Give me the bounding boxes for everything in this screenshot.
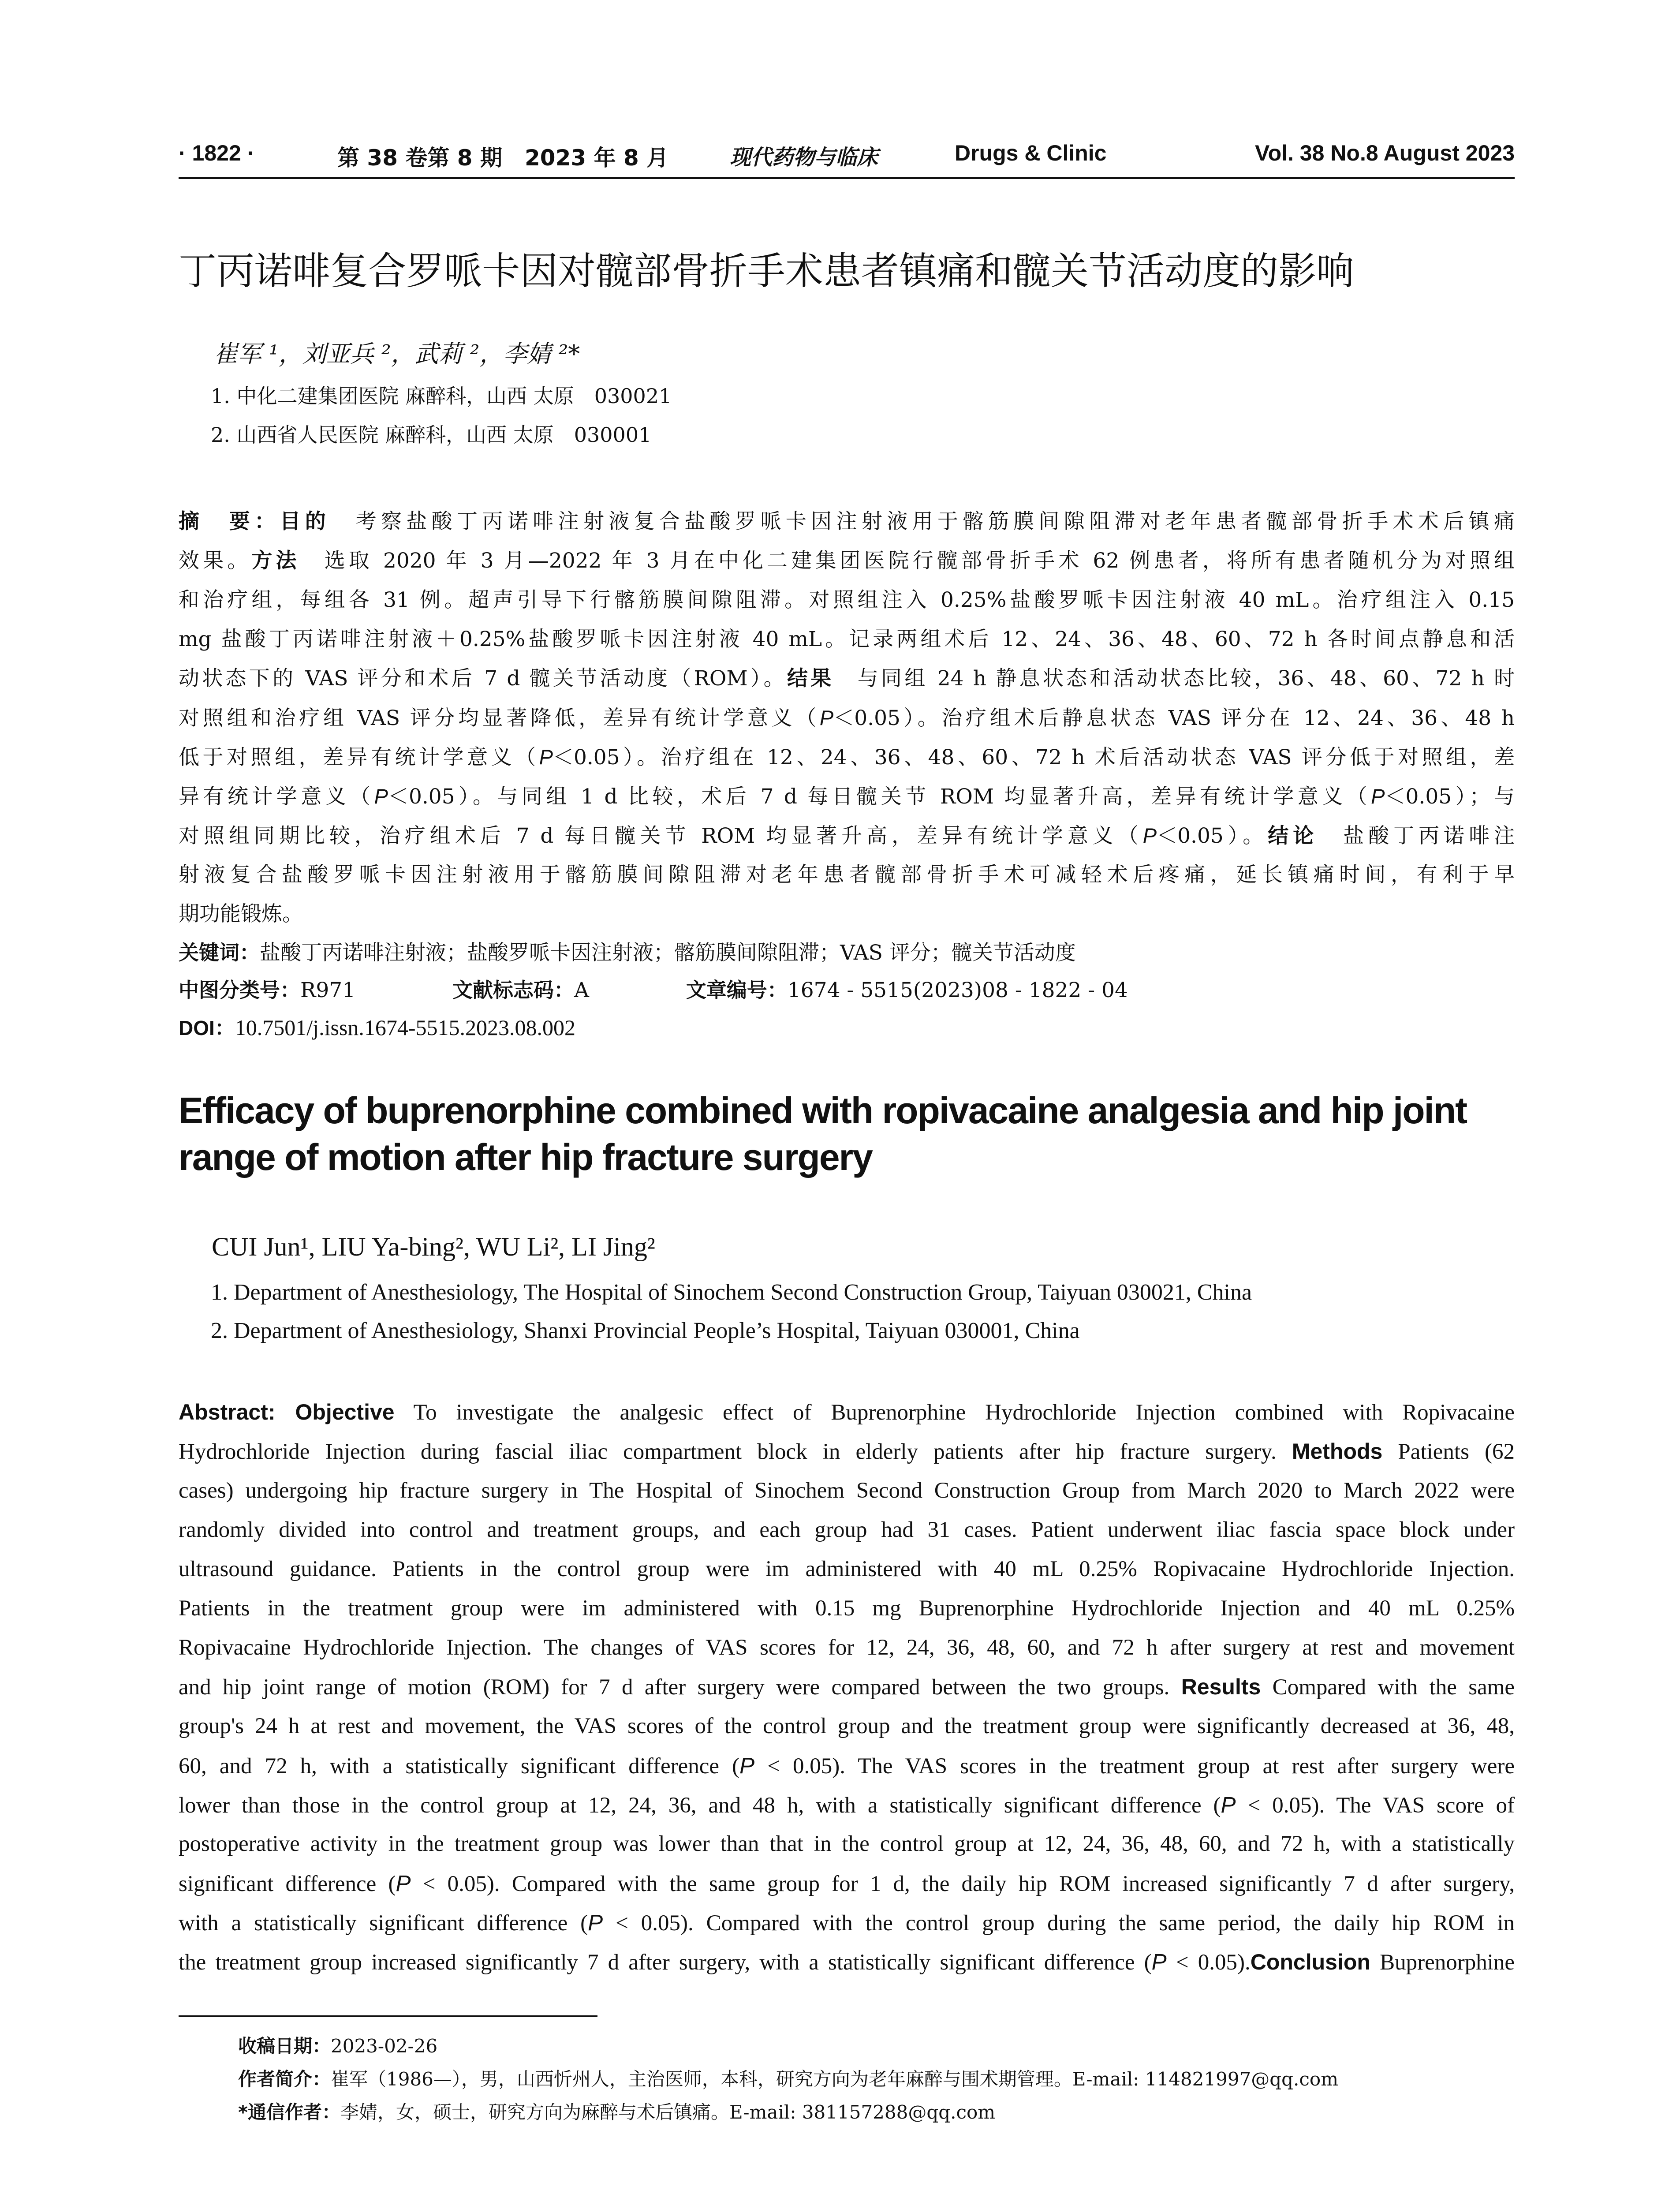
volume-cn: 第 38 卷第 8 期 (337, 145, 502, 171)
en-abstract-line (179, 1432, 1515, 1471)
en-abstract-line (179, 1785, 1515, 1824)
date-cn: 2023 年 8 月 (525, 145, 669, 171)
abstract-text: 考察盐酸丁丙诺啡注射液复合盐酸罗哌卡因注射液用于髂筋膜间隙阻滞对老年患者髋部骨折手术术后镇痛 (330, 509, 1515, 534)
section-label: Conclusion (1250, 1950, 1370, 1974)
footnote-author (238, 2066, 1338, 2093)
affiliation-cn-2: 2. 山西省人民医院 麻醉科，山西 太原 030001 (211, 423, 652, 447)
abstract-text: 动状态下的 VAS 评分和术后 7 d 髋关节活动度（ROM）。 (179, 666, 787, 691)
keywords-label: 关键词： (179, 941, 260, 964)
clc-label: 中图分类号： (179, 978, 300, 1002)
abstract-text: Buprenorphine (1370, 1950, 1515, 1975)
abstract-text: 盐酸丁丙诺啡注 (1318, 824, 1515, 848)
en-abstract-line (179, 1707, 1515, 1746)
received-label: 收稿日期： (238, 2035, 331, 2057)
abstract-text: Hydrochloride Injection during fascial iliac compartment block in elderly patients after hip fracture surgery. (179, 1439, 1292, 1464)
italic-symbol: P (1151, 1949, 1167, 1974)
abstract-text: Patients (62 (1382, 1439, 1515, 1464)
en-abstract-line (179, 1628, 1515, 1667)
italic-symbol: P (1142, 824, 1157, 847)
abstract-text: 和治疗组，每组各 31 例。超声引导下行髂筋膜间隙阻滞。对照组注入 0.25%盐酸罗哌卡因注射液 40 mL。治疗组注入 0.15 (179, 588, 1515, 612)
en-abstract-line (179, 1510, 1515, 1550)
footnote-corresponding (238, 2099, 995, 2126)
keywords-cn (179, 937, 1076, 968)
footnote-received (238, 2033, 437, 2059)
abstract-text: < 0.05). The VAS score of (1236, 1793, 1515, 1818)
abstract-text: 与同组 24 h 静息状态和活动状态比较，36、48、60、72 h 时 (834, 666, 1515, 691)
italic-symbol: P (396, 1871, 411, 1896)
abstract-text: < 0.05). Compared with the same group for 1 d, the daily hip ROM increased significantly 7 d after surgery, (411, 1872, 1515, 1896)
footnote-rule (179, 2015, 597, 2017)
italic-symbol: P (588, 1910, 603, 1935)
corresponding-label: *通信作者： (238, 2101, 340, 2123)
affiliation-en-2: 2. Department of Anesthesiology, Shanxi Provincial People’s Hospital, Taiyuan 030001, China (211, 1318, 1080, 1343)
article-title-cn: 丁丙诺啡复合罗哌卡因对髋部骨折手术患者镇痛和髋关节活动度的影响 (179, 249, 1354, 293)
abstract-text: 效果。 (179, 549, 252, 573)
affiliation-en-1: 1. Department of Anesthesiology, The Hospital of Sinochem Second Construction Group, Taiyuan 030021, China (211, 1280, 1252, 1305)
running-header (179, 140, 1515, 176)
abstract-text: group's 24 h at rest and movement, the VAS scores of the control group and the treatment group were significantly decreased at 36, 48, (179, 1714, 1515, 1738)
author-bio-label: 作者简介： (238, 2068, 331, 2090)
journal-name-en: Drugs & Clinic (955, 141, 1107, 165)
en-abstract-line (179, 1589, 1515, 1628)
abstract-text: 60, and 72 h, with a statistically significant difference ( (179, 1754, 740, 1779)
articleno-value: 1674 - 5515(2023)08 - 1822 - 04 (787, 978, 1128, 1002)
doi-link[interactable]: 10.7501/j.issn.1674-5515.2023.08.002 (235, 1015, 576, 1040)
cn-abstract-line (179, 698, 1515, 737)
clc-value: R971 (300, 978, 356, 1002)
title-en-line-1: Efficacy of buprenorphine combined with ropivacaine analgesia and hip joint (179, 1090, 1467, 1131)
abstract-text: < 0.05). (1166, 1950, 1251, 1975)
abstract-text: < 0.05). Compared with the control group during the same period, the daily hip ROM in (603, 1911, 1515, 1936)
abstract-text: Ropivacaine Hydrochloride Injection. The changes of VAS scores for 12, 24, 36, 48, 60, and 72 h after surgery at rest and movement (179, 1635, 1515, 1660)
abstract-text: postoperative activity in the treatment group was lower than that in the control group at 12, 24, 36, 48, 60, and 72 h, with a statistically (179, 1831, 1515, 1856)
italic-symbol: P (739, 1753, 755, 1778)
italic-symbol: P (1371, 785, 1385, 808)
abstract-text: significant difference ( (179, 1872, 396, 1896)
cn-abstract-line (179, 894, 1515, 934)
cn-abstract-line (179, 777, 1515, 816)
abstract-text: with a statistically significant difference ( (179, 1911, 588, 1936)
en-abstract-line (179, 1667, 1515, 1707)
section-label: Results (1181, 1674, 1261, 1699)
abstract-text: 射液复合盐酸罗哌卡因注射液用于髂筋膜间隙阻滞对老年患者髋部骨折手术可减轻术后疼痛，延长镇痛时间，有利于早 (179, 863, 1515, 887)
cn-abstract-line (179, 580, 1515, 620)
cn-abstract-line (179, 855, 1515, 894)
section-label: 方法 (251, 549, 300, 573)
en-abstract-line (179, 1550, 1515, 1589)
authors-en: CUI Jun¹, LIU Ya-bing², WU Li², LI Jing² (212, 1232, 655, 1261)
doi-row (179, 1012, 575, 1044)
abstract-text: 异有统计学意义（ (179, 785, 374, 809)
cn-abstract-line (179, 541, 1515, 580)
abstract-text: ＜0.05）；与 (1385, 785, 1515, 809)
abstract-cn (179, 502, 1515, 934)
abstract-text: < 0.05). The VAS scores in the treatment group at rest after surgery were (754, 1754, 1515, 1779)
abstract-text: cases) undergoing hip fracture surgery in The Hospital of Sinochem Second Construction Group from March 2020 to March 2022 were (179, 1478, 1515, 1503)
en-abstract-line (179, 1471, 1515, 1510)
abstract-text: 对照组和治疗组 VAS 评分均显著降低，差异有统计学意义（ (179, 706, 820, 730)
en-abstract-line (179, 1903, 1515, 1942)
article-title-en (179, 1087, 1515, 1181)
abstract-text: ＜0.05）。与同组 1 d 比较，术后 7 d 每日髋关节 ROM 均显著升高，差异有统计学意义（ (388, 785, 1371, 809)
author-bio: 崔军（1986—），男，山西忻州人，主治医师，本科，研究方向为老年麻醉与围术期管理。E-mail: 114821997@qq.com (331, 2068, 1339, 2090)
abstract-en (179, 1393, 1515, 1981)
affiliation-cn-1: 1. 中化二建集团医院 麻醉科，山西 太原 030021 (211, 384, 672, 408)
en-abstract-line (179, 1864, 1515, 1903)
section-label: Methods (1292, 1439, 1383, 1464)
abstract-text: ＜0.05）。治疗组在 12、24、36、48、60、72 h 术后活动状态 VAS 评分低于对照组，差 (553, 745, 1515, 770)
corresponding-author: 李婧，女，硕士，研究方向为麻醉与术后镇痛。E-mail: 381157288@qq.com (340, 2101, 996, 2123)
doccode-value: A (574, 978, 589, 1002)
abstract-text: randomly divided into control and treatment groups, and each group had 31 cases. Patient underwent iliac fascia space block under (179, 1517, 1515, 1542)
italic-symbol: P (819, 706, 834, 729)
abstract-text: ＜0.05）。 (1157, 824, 1268, 848)
en-abstract-line (179, 1393, 1515, 1432)
keywords-value: 盐酸丁丙诺啡注射液；盐酸罗哌卡因注射液；髂筋膜间隙阻滞；VAS 评分；髋关节活动度 (260, 941, 1076, 965)
en-abstract-line (179, 1942, 1515, 1981)
abstract-text: lower than those in the control group at 12, 24, 36, and 48 h, with a statistically significant difference ( (179, 1793, 1221, 1818)
abstract-text: ＜0.05）。治疗组术后静息状态 VAS 评分在 12、24、36、48 h (833, 706, 1515, 730)
section-label: 摘 要：目的 (179, 509, 331, 534)
abstract-text: ultrasound guidance. Patients in the control group were im administered with 40 mL 0.25% Ropivacaine Hydrochloride Injection. (179, 1557, 1515, 1581)
abstract-text: 对照组同期比较，治疗组术后 7 d 每日髋关节 ROM 均显著升高，差异有统计学意义（ (179, 824, 1143, 848)
abstract-text: Compared with the same (1261, 1675, 1515, 1700)
abstract-text: 期功能锻炼。 (179, 902, 303, 926)
received-date: 2023-02-26 (331, 2035, 438, 2057)
authors-cn: 崔军 ¹，刘亚兵 ²，武莉 ²，李婧 ²* (214, 340, 580, 368)
volume-en: Vol. 38 No.8 August 2023 (1254, 141, 1515, 165)
abstract-text: and hip joint range of motion (ROM) for 7 d after surgery were compared between the two groups. (179, 1675, 1181, 1700)
articleno-label: 文章编号： (686, 978, 788, 1002)
title-en-line-2: range of motion after hip fracture surgery (179, 1136, 872, 1178)
abstract-text: mg 盐酸丁丙诺啡注射液＋0.25%盐酸罗哌卡因注射液 40 mL。记录两组术后 12、24、36、48、60、72 h 各时间点静息和活 (179, 627, 1515, 651)
cn-abstract-line (179, 502, 1515, 541)
abstract-text: 选取 2020 年 3 月—2022 年 3 月在中化二建集团医院行髋部骨折手术 62 例患者，将所有患者随机分为对照组 (300, 549, 1515, 573)
italic-symbol: P (1221, 1792, 1236, 1817)
cn-abstract-line (179, 816, 1515, 855)
abstract-text: 低于对照组，差异有统计学意义（ (179, 745, 539, 770)
section-label: 结果 (787, 666, 834, 691)
cn-abstract-line (179, 659, 1515, 698)
italic-symbol: P (539, 745, 553, 769)
classification-row (179, 975, 1128, 1006)
header-rule (179, 177, 1515, 179)
page-number: · 1822 · (179, 141, 255, 165)
abstract-text: Patients in the treatment group were im administered with 0.15 mg Buprenorphine Hydrochloride Injection and 40 mL 0.25% (179, 1596, 1515, 1621)
cn-abstract-line (179, 737, 1515, 777)
section-label: 结论 (1268, 824, 1318, 848)
doi-label: DOI： (179, 1017, 235, 1039)
abstract-text: the treatment group increased significantly 7 d after surgery, with a statistically significant difference ( (179, 1950, 1152, 1975)
italic-symbol: P (374, 785, 388, 808)
journal-name-cn: 现代药物与临床 (730, 145, 878, 170)
en-abstract-line (179, 1824, 1515, 1864)
abstract-text: To investigate the analgesic effect of Buprenorphine Hydrochloride Injection combined with Ropivacaine (394, 1400, 1515, 1425)
section-label: Abstract: Objective (179, 1400, 395, 1424)
cn-abstract-line (179, 620, 1515, 659)
en-abstract-line (179, 1746, 1515, 1785)
doccode-label: 文献标志码： (452, 978, 575, 1002)
